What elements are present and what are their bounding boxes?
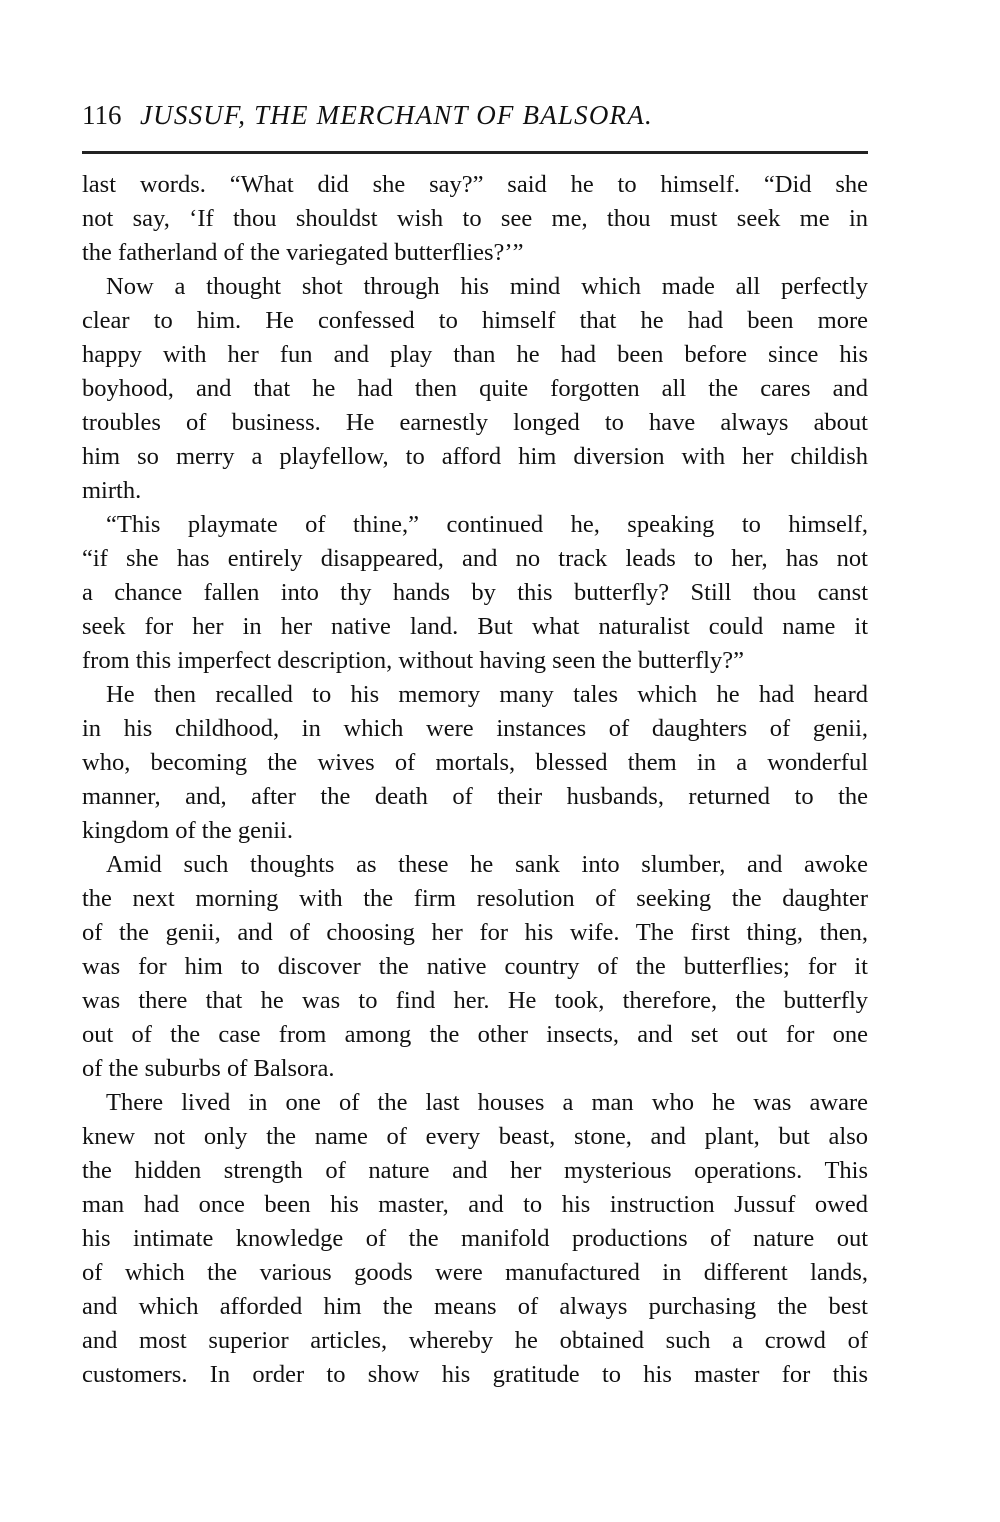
text-line: was there that he was to find her. He took, therefore, the butterfly [82, 987, 868, 1014]
text-line: out of the case from among the other insects, and set out for one [82, 1021, 868, 1048]
running-header [82, 100, 868, 140]
text-line: “This playmate of thine,” continued he, speaking to himself, [106, 511, 868, 538]
text-line: troubles of business. He earnestly longed to have always about [82, 409, 868, 436]
text-line: manner, and, after the death of their husbands, returned to the [82, 783, 868, 810]
text-line: clear to him. He confessed to himself that he had been more [82, 307, 868, 334]
text-line: happy with her fun and play than he had been before since his [82, 341, 868, 368]
text-line: the next morning with the firm resolution of seeking the daughter [82, 885, 868, 912]
text-line: who, becoming the wives of mortals, blessed them in a wonderful [82, 749, 868, 776]
text-line: him so merry a playfellow, to afford him diversion with her childish [82, 443, 868, 470]
page-body-text [82, 168, 868, 1392]
text-line: and most superior articles, whereby he obtained such a crowd of [82, 1327, 868, 1354]
text-line: Amid such thoughts as these he sank into slumber, and awoke [106, 851, 868, 878]
running-title: JUSSUF, THE MERCHANT OF BALSORA. [140, 100, 653, 130]
text-line: last words. “What did she say?” said he to himself. “Did she [82, 171, 868, 198]
text-line: There lived in one of the last houses a man who he was aware [106, 1089, 868, 1116]
text-line: not say, ‘If thou shouldst wish to see me, thou must seek me in [82, 205, 868, 232]
text-line: was for him to discover the native country of the butterflies; for it [82, 953, 868, 980]
text-line: seek for her in her native land. But what naturalist could name it [82, 613, 868, 640]
text-line: of the genii, and of choosing her for his wife. The first thing, then, [82, 919, 868, 946]
text-line: mirth. [82, 477, 142, 504]
text-line: knew not only the name of every beast, stone, and plant, but also [82, 1123, 868, 1150]
text-line: kingdom of the genii. [82, 817, 293, 844]
page-number: 116 [82, 100, 122, 130]
text-line: from this imperfect description, without having seen the butterfly?” [82, 647, 744, 674]
text-line: boyhood, and that he had then quite forgotten all the cares and [82, 375, 868, 402]
text-line: Now a thought shot through his mind which made all perfectly [106, 273, 868, 300]
text-line: man had once been his master, and to his instruction Jussuf owed [82, 1191, 868, 1218]
header-rule [82, 151, 868, 154]
text-line: customers. In order to show his gratitude to his master for this [82, 1361, 868, 1388]
text-line: “if she has entirely disappeared, and no track leads to her, has not [82, 545, 868, 572]
text-line: of which the various goods were manufactured in different lands, [82, 1259, 868, 1286]
text-line: a chance fallen into thy hands by this butterfly? Still thou canst [82, 579, 868, 606]
text-line: in his childhood, in which were instances of daughters of genii, [82, 715, 868, 742]
text-line: the fatherland of the variegated butterflies?’” [82, 239, 524, 266]
text-line: the hidden strength of nature and her mysterious operations. This [82, 1157, 868, 1184]
text-line: his intimate knowledge of the manifold productions of nature out [82, 1225, 868, 1252]
text-line: He then recalled to his memory many tales which he had heard [106, 681, 868, 708]
text-line: and which afforded him the means of always purchasing the best [82, 1293, 868, 1320]
text-line: of the suburbs of Balsora. [82, 1055, 335, 1082]
